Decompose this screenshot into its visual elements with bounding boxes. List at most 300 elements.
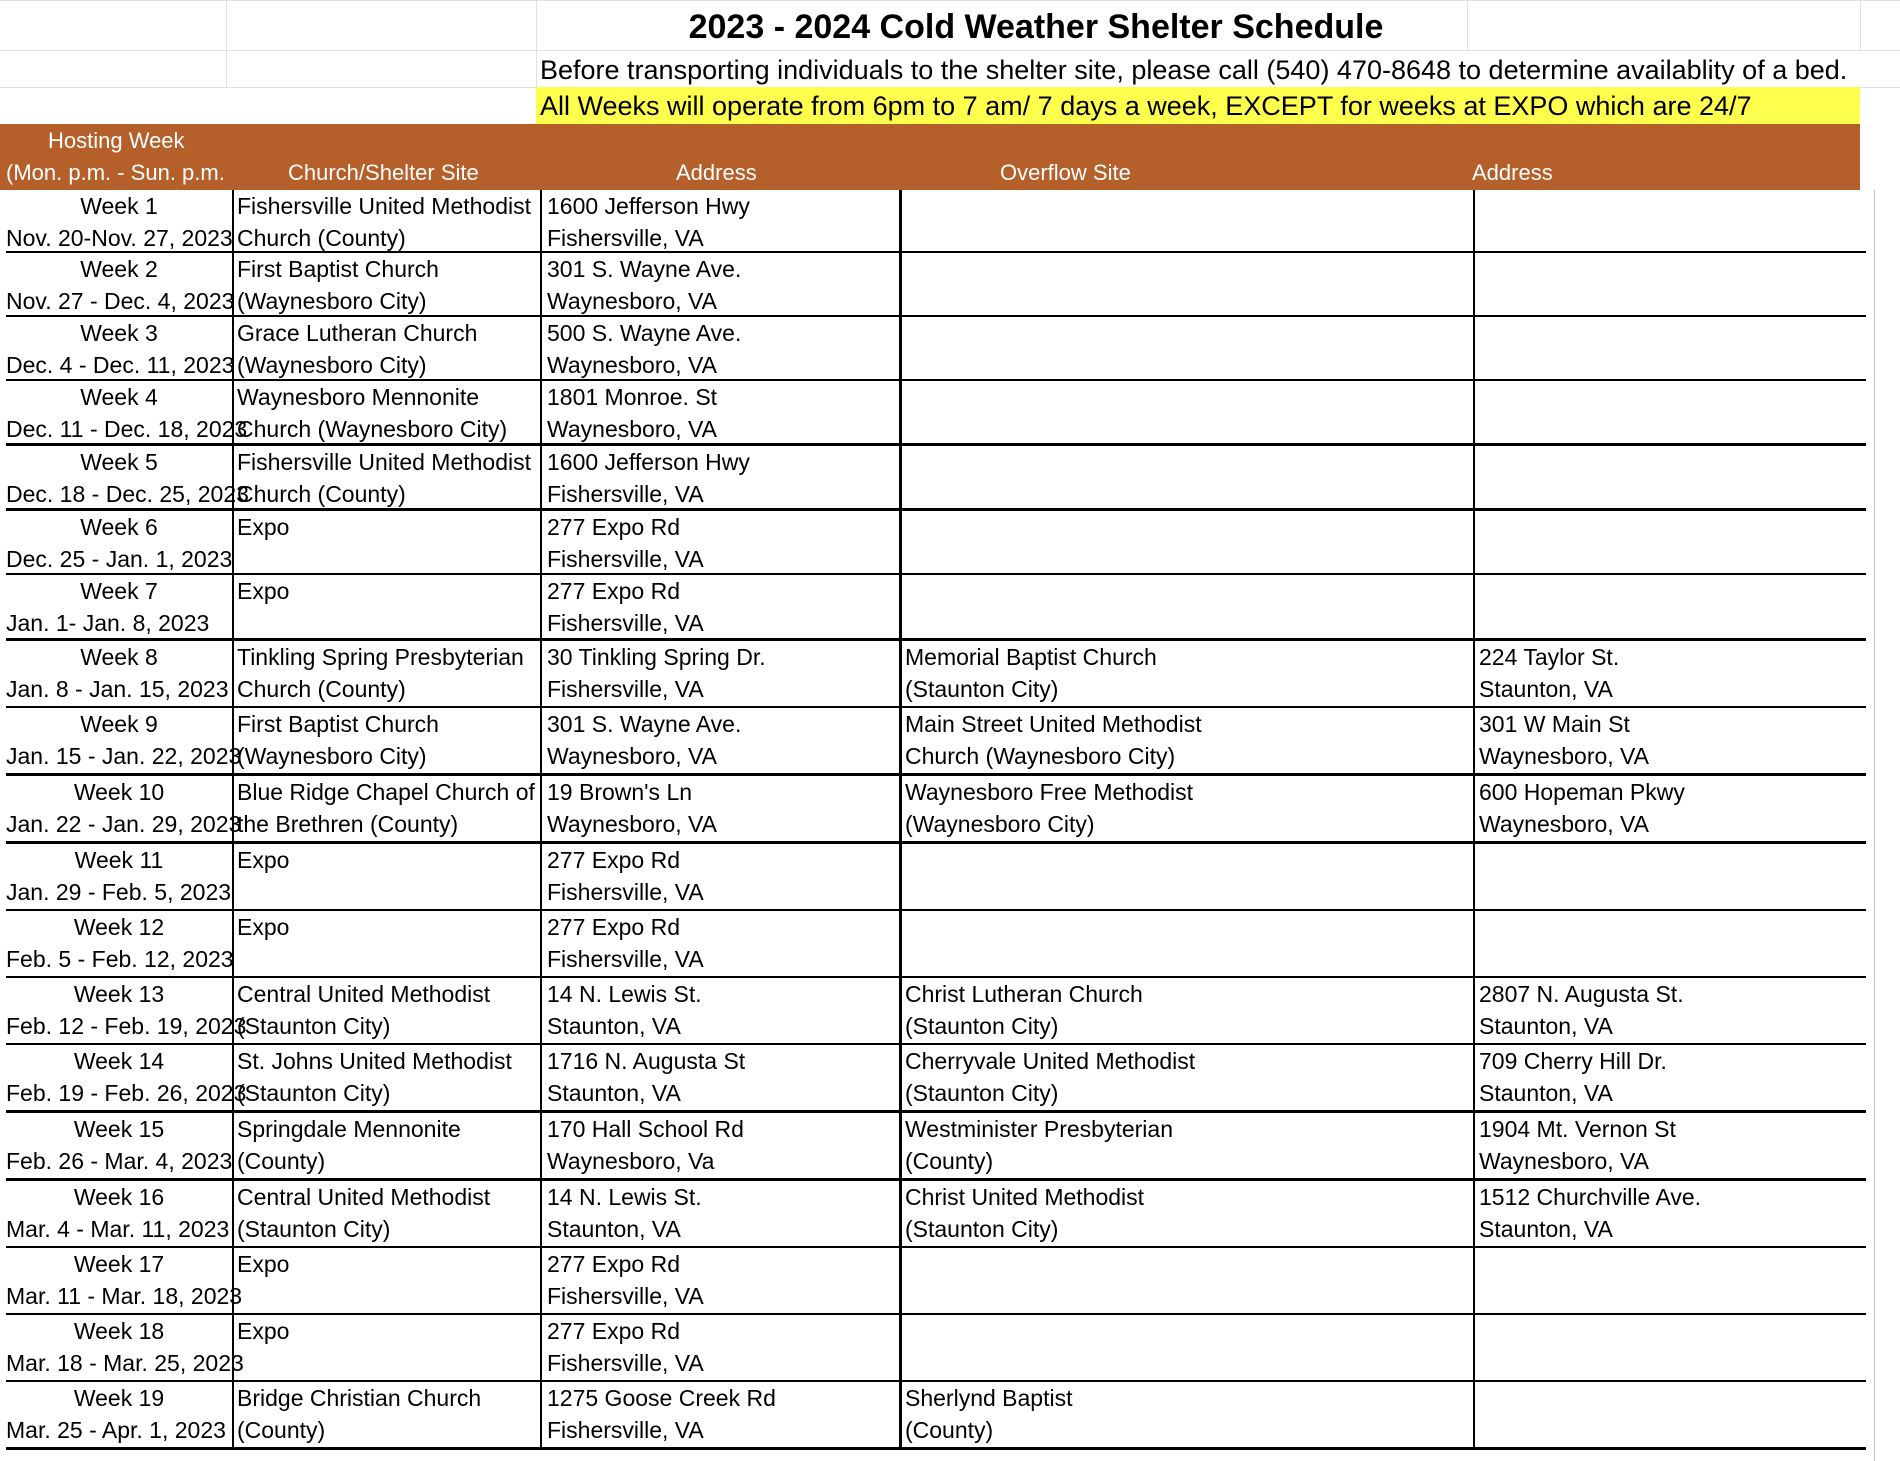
table-row [6, 911, 1866, 978]
overflow-address-cell-line2: Staunton, VA [1479, 676, 1613, 702]
overflow-site-cell-line1: Sherlynd Baptist [905, 1385, 1073, 1411]
overflow-address-cell-line2: Staunton, VA [1479, 1080, 1613, 1106]
table-row [6, 1315, 1866, 1382]
week-cell [6, 978, 247, 1043]
overflow-site-cell-line1 [905, 1315, 1473, 1347]
site-cell-line2: (Waynesboro City) [237, 352, 427, 378]
site-cell-line1: Grace Lutheran Church [237, 320, 478, 346]
table-row [6, 978, 1866, 1045]
overflow-site-cell-line2: (Staunton City) [905, 1216, 1059, 1242]
overflow-address-cell [1477, 446, 1866, 508]
week-cell-line2: Jan. 8 - Jan. 15, 2023 [6, 676, 229, 702]
table-row [6, 511, 1866, 575]
week-cell-line2: Jan. 29 - Feb. 5, 2023 [6, 879, 232, 905]
overflow-address-cell-line2: Waynesboro, VA [1479, 743, 1650, 769]
overflow-address-cell-line2 [1479, 1280, 1866, 1312]
overflow-site-cell [905, 575, 1475, 638]
overflow-site-cell [905, 641, 1475, 706]
week-cell-line2: Mar. 25 - Apr. 1, 2023 [6, 1417, 226, 1443]
site-cell-line1: Central United Methodist [237, 1184, 491, 1210]
week-cell [6, 911, 234, 976]
week-cell [6, 1181, 234, 1246]
address-cell-line1: 500 S. Wayne Ave. [547, 320, 742, 346]
overflow-address-cell-line1 [1479, 575, 1866, 607]
overflow-site-cell [905, 446, 1475, 508]
overflow-address-cell-line2: Staunton, VA [1479, 1216, 1613, 1242]
site-cell [234, 1382, 542, 1447]
week-cell [6, 776, 242, 841]
site-cell [234, 190, 542, 251]
week-cell-line1: Week 18 [73, 1318, 165, 1344]
site-cell-line2 [237, 543, 540, 575]
address-cell-line1: 277 Expo Rd [547, 847, 680, 873]
table-row [6, 844, 1866, 911]
overflow-address-cell [1477, 1248, 1866, 1313]
table-row [6, 641, 1866, 708]
overflow-site-cell-line1 [905, 190, 1473, 222]
site-cell-line1: Expo [237, 914, 290, 940]
site-cell-line2: (Waynesboro City) [237, 743, 427, 769]
overflow-site-cell-line1: Westminister Presbyterian [905, 1116, 1173, 1142]
address-cell-line2: Waynesboro, Va [547, 1148, 715, 1174]
week-cell-line2: Nov. 27 - Dec. 4, 2023 [6, 288, 235, 314]
week-cell-line1: Week 15 [73, 1116, 165, 1142]
address-cell [544, 844, 902, 909]
overflow-address-cell-line1: 224 Taylor St. [1479, 644, 1620, 670]
week-cell-line1: Week 5 [80, 449, 158, 475]
overflow-address-cell-line2 [1479, 285, 1866, 317]
overflow-address-cell-line1: 301 W Main St [1479, 711, 1630, 737]
address-cell-line1: 1600 Jefferson Hwy [547, 193, 750, 219]
week-cell [6, 708, 242, 773]
address-cell [544, 253, 902, 315]
page-title: 2023 - 2024 Cold Weather Shelter Schedule [688, 8, 1384, 46]
site-cell-line2 [237, 1280, 540, 1312]
site-cell [234, 381, 542, 443]
address-cell-line2: Fishersville, VA [547, 546, 704, 572]
address-cell-line2: Fishersville, VA [547, 1350, 704, 1376]
site-cell [234, 511, 542, 573]
overflow-site-cell-line2 [905, 876, 1473, 908]
overflow-address-cell-line1 [1479, 1248, 1866, 1280]
address-cell-line2: Waynesboro, VA [547, 811, 718, 837]
week-cell-line1: Week 12 [73, 914, 165, 940]
overflow-address-cell [1477, 1315, 1866, 1380]
address-cell-line1: 277 Expo Rd [547, 578, 680, 604]
address-cell-line2: Staunton, VA [547, 1013, 681, 1039]
address-cell-line2: Waynesboro, VA [547, 352, 718, 378]
overflow-site-cell-line2 [905, 222, 1473, 254]
address-cell-line1: 19 Brown's Ln [547, 779, 693, 805]
overflow-address-cell-line2: Waynesboro, VA [1479, 811, 1650, 837]
address-cell [544, 776, 902, 841]
header-week-line2: (Mon. p.m. - Sun. p.m. [6, 160, 225, 185]
overflow-address-cell-line1: 1512 Churchville Ave. [1479, 1184, 1702, 1210]
table-row [6, 1113, 1866, 1181]
week-cell-line1: Week 6 [80, 514, 158, 540]
week-cell [6, 381, 248, 443]
site-cell-line1: Fishersville United Methodist [237, 193, 532, 219]
overflow-site-cell-line1 [905, 1248, 1473, 1280]
site-cell-line1: Expo [237, 514, 290, 540]
address-cell-line2: Fishersville, VA [547, 1283, 704, 1309]
week-cell [6, 446, 249, 508]
overflow-site-cell-line2 [905, 478, 1473, 510]
site-cell [234, 1113, 542, 1178]
address-cell-line2: Staunton, VA [547, 1080, 681, 1106]
site-cell [234, 446, 542, 508]
address-cell [544, 978, 902, 1043]
address-cell [544, 1113, 902, 1178]
address-cell-line1: 30 Tinkling Spring Dr. [547, 644, 766, 670]
overflow-site-cell-line2 [905, 285, 1473, 317]
header-overflow: Overflow Site [1000, 160, 1131, 185]
overflow-site-cell-line1 [905, 511, 1473, 543]
overflow-site-cell [905, 1315, 1475, 1380]
address-cell-line1: 1275 Goose Creek Rd [547, 1385, 776, 1411]
overflow-site-cell-line2 [905, 607, 1473, 639]
gridline [0, 50, 1900, 51]
site-cell-line1: Expo [237, 578, 290, 604]
site-cell [234, 708, 542, 773]
address-cell-line1: 301 S. Wayne Ave. [547, 256, 742, 282]
schedule-table [6, 190, 1866, 1450]
overflow-address-cell [1477, 1113, 1866, 1178]
overflow-address-cell [1477, 381, 1866, 443]
site-cell [234, 575, 542, 638]
overflow-address-cell-line1 [1479, 381, 1866, 413]
week-cell-line2: Nov. 20-Nov. 27, 2023 [6, 225, 233, 251]
overflow-site-cell [905, 1181, 1475, 1246]
table-row [6, 1382, 1866, 1450]
overflow-site-cell [905, 190, 1475, 251]
week-cell-line2: Dec. 11 - Dec. 18, 2023 [6, 416, 248, 442]
overflow-address-cell [1477, 844, 1866, 909]
site-cell-line1: First Baptist Church [237, 256, 439, 282]
overflow-address-cell [1477, 641, 1866, 706]
address-cell-line1: 277 Expo Rd [547, 514, 680, 540]
header-site: Church/Shelter Site [288, 160, 479, 185]
site-cell [234, 641, 542, 706]
address-cell [544, 1045, 902, 1110]
site-cell-line1: Tinkling Spring Presbyterian [237, 644, 524, 670]
gridline [0, 0, 1900, 1]
overflow-site-cell [905, 253, 1475, 315]
table-row [6, 317, 1866, 381]
overflow-address-cell-line1 [1479, 190, 1866, 222]
overflow-site-cell-line2: (Staunton City) [905, 1013, 1059, 1039]
overflow-site-cell [905, 844, 1475, 909]
overflow-address-cell-line2 [1479, 349, 1866, 381]
address-cell-line1: 1801 Monroe. St [547, 384, 718, 410]
table-row [6, 1248, 1866, 1315]
site-cell-line2 [237, 876, 540, 908]
overflow-address-cell [1477, 190, 1866, 251]
overflow-address-cell [1477, 1181, 1866, 1246]
table-row [6, 575, 1866, 641]
site-cell-line2: the Brethren (County) [237, 811, 459, 837]
overflow-site-cell [905, 978, 1475, 1043]
overflow-site-cell-line1: Memorial Baptist Church [905, 644, 1157, 670]
week-cell-line2: Dec. 18 - Dec. 25, 2023 [6, 481, 249, 507]
week-cell-line1: Week 14 [73, 1048, 165, 1074]
address-cell-line1: 14 N. Lewis St. [547, 981, 702, 1007]
overflow-address-cell-line2 [1479, 943, 1866, 975]
address-cell-line2: Fishersville, VA [547, 481, 704, 507]
address-cell [544, 911, 902, 976]
address-cell [544, 1315, 902, 1380]
overflow-site-cell [905, 1045, 1475, 1110]
overflow-address-cell-line1 [1479, 1315, 1866, 1347]
table-row [6, 253, 1866, 317]
overflow-site-cell-line1: Christ Lutheran Church [905, 981, 1143, 1007]
overflow-site-cell [905, 708, 1475, 773]
address-cell-line2: Waynesboro, VA [547, 288, 718, 314]
address-cell-line1: 170 Hall School Rd [547, 1116, 744, 1142]
overflow-address-cell [1477, 575, 1866, 638]
overflow-address-cell-line2 [1479, 1347, 1866, 1379]
week-cell [6, 511, 234, 573]
address-cell-line2: Staunton, VA [547, 1216, 681, 1242]
site-cell-line1: First Baptist Church [237, 711, 439, 737]
overflow-address-cell [1477, 708, 1866, 773]
address-cell-line1: 277 Expo Rd [547, 1318, 680, 1344]
week-cell [6, 641, 234, 706]
week-cell-line2: Feb. 5 - Feb. 12, 2023 [6, 946, 234, 972]
week-cell [6, 190, 234, 251]
overflow-address-cell [1477, 253, 1866, 315]
site-cell-line2: (County) [237, 1148, 326, 1174]
address-cell [544, 317, 902, 379]
overflow-address-cell-line1 [1479, 911, 1866, 943]
site-cell-line2: (Waynesboro City) [237, 288, 427, 314]
site-cell [234, 1248, 542, 1313]
overflow-site-cell-line1 [905, 446, 1473, 478]
overflow-site-cell [905, 381, 1475, 443]
overflow-site-cell-line1: Main Street United Methodist [905, 711, 1202, 737]
week-cell [6, 575, 234, 638]
overflow-site-cell [905, 1248, 1475, 1313]
header-overflow-address: Address [1472, 160, 1553, 185]
site-cell-line2 [237, 607, 540, 639]
overflow-address-cell-line1: 709 Cherry Hill Dr. [1479, 1048, 1667, 1074]
address-cell [544, 190, 902, 251]
site-cell [234, 844, 542, 909]
overflow-address-cell [1477, 776, 1866, 841]
overflow-site-cell-line2: (Staunton City) [905, 676, 1059, 702]
site-cell-line1: Fishersville United Methodist [237, 449, 532, 475]
week-cell-line1: Week 19 [73, 1385, 165, 1411]
table-row [6, 776, 1866, 844]
address-cell [544, 641, 902, 706]
overflow-site-cell-line2 [905, 1280, 1473, 1312]
overflow-address-cell [1477, 1382, 1866, 1447]
address-cell [544, 708, 902, 773]
address-cell-line2: Fishersville, VA [547, 879, 704, 905]
week-cell [6, 1315, 244, 1380]
site-cell-line1: Central United Methodist [237, 981, 491, 1007]
address-cell-line2: Fishersville, VA [547, 225, 704, 251]
gridline [1874, 190, 1875, 1461]
overflow-address-cell [1477, 317, 1866, 379]
overflow-address-cell-line2: Waynesboro, VA [1479, 1148, 1650, 1174]
site-cell-line1: St. Johns United Methodist [237, 1048, 512, 1074]
address-cell-line2: Fishersville, VA [547, 1417, 704, 1443]
address-cell-line2: Fishersville, VA [547, 610, 704, 636]
week-cell-line2: Jan. 1- Jan. 8, 2023 [6, 610, 210, 636]
week-cell-line1: Week 3 [80, 320, 158, 346]
address-cell-line2: Waynesboro, VA [547, 743, 718, 769]
overflow-address-cell-line1 [1479, 253, 1866, 285]
overflow-site-cell-line1 [905, 253, 1473, 285]
site-cell [234, 911, 542, 976]
address-cell-line1: 14 N. Lewis St. [547, 1184, 702, 1210]
address-cell-line1: 1716 N. Augusta St [547, 1048, 746, 1074]
overflow-site-cell-line2 [905, 1347, 1473, 1379]
overflow-site-cell-line2 [905, 413, 1473, 445]
week-cell-line2: Mar. 18 - Mar. 25, 2023 [6, 1350, 244, 1376]
overflow-address-cell-line2 [1479, 543, 1866, 575]
overflow-address-cell [1477, 978, 1866, 1043]
overflow-address-cell-line2 [1479, 1414, 1866, 1446]
site-cell-line2: Church (Waynesboro City) [237, 416, 508, 442]
address-cell [544, 1181, 902, 1246]
overflow-site-cell-line1 [905, 317, 1473, 349]
address-cell [544, 381, 902, 443]
address-cell-line1: 277 Expo Rd [547, 914, 680, 940]
site-cell-line1: Expo [237, 1251, 290, 1277]
week-cell-line2: Jan. 15 - Jan. 22, 2023 [6, 743, 242, 769]
week-cell [6, 1113, 234, 1178]
overflow-address-cell-line1 [1479, 446, 1866, 478]
address-cell [544, 511, 902, 573]
overflow-address-cell-line2 [1479, 607, 1866, 639]
overflow-site-cell-line1 [905, 381, 1473, 413]
overflow-address-cell-line2 [1479, 222, 1866, 254]
week-cell-line2: Feb. 19 - Feb. 26, 2023 [6, 1080, 247, 1106]
overflow-site-cell-line1 [905, 911, 1473, 943]
overflow-site-cell [905, 776, 1475, 841]
overflow-address-cell-line2 [1479, 413, 1866, 445]
overflow-address-cell-line1 [1479, 511, 1866, 543]
call-notice: Before transporting individuals to the shelter site, please call (540) 470-8648 to determine availablity of a bed. [540, 55, 1848, 85]
address-cell-line2: Waynesboro, VA [547, 416, 718, 442]
overflow-site-cell-line2 [905, 349, 1473, 381]
week-cell [6, 1045, 247, 1110]
site-cell-line1: Waynesboro Mennonite [237, 384, 480, 410]
site-cell [234, 317, 542, 379]
site-cell [234, 776, 542, 841]
week-cell [6, 253, 234, 315]
week-cell-line1: Week 7 [80, 578, 158, 604]
overflow-address-cell-line1: 2807 N. Augusta St. [1479, 981, 1684, 1007]
overflow-site-cell [905, 511, 1475, 573]
overflow-site-cell-line1: Cherryvale United Methodist [905, 1048, 1196, 1074]
site-cell-line2: (County) [237, 1417, 326, 1443]
header-week-line1: Hosting Week [48, 128, 185, 153]
week-cell-line2: Mar. 4 - Mar. 11, 2023 [6, 1216, 230, 1242]
site-cell [234, 1315, 542, 1380]
site-cell-line2: (Staunton City) [237, 1216, 391, 1242]
site-cell-line2 [237, 943, 540, 975]
overflow-address-cell-line2: Staunton, VA [1479, 1013, 1613, 1039]
overflow-address-cell-line2 [1479, 876, 1866, 908]
overflow-site-cell-line1 [905, 575, 1473, 607]
table-header [0, 124, 1860, 190]
site-cell-line2: (Staunton City) [237, 1080, 391, 1106]
overflow-site-cell-line1 [905, 844, 1473, 876]
header-address: Address [676, 160, 757, 185]
week-cell-line1: Week 11 [74, 847, 164, 873]
week-cell-line1: Week 10 [73, 779, 165, 805]
week-cell-line1: Week 16 [73, 1184, 165, 1210]
week-cell-line1: Week 13 [73, 981, 165, 1007]
table-row [6, 190, 1866, 253]
table-row [6, 381, 1866, 446]
overflow-address-cell-line1 [1479, 1382, 1866, 1414]
site-cell-line1: Blue Ridge Chapel Church of [237, 779, 535, 805]
week-cell-line2: Feb. 26 - Mar. 4, 2023 [6, 1148, 233, 1174]
week-cell-line2: Dec. 4 - Dec. 11, 2023 [6, 352, 235, 378]
site-cell-line2 [237, 1347, 540, 1379]
site-cell-line2: Church (County) [237, 676, 406, 702]
site-cell-line2: Church (County) [237, 225, 406, 251]
overflow-site-cell [905, 317, 1475, 379]
address-cell [544, 1382, 902, 1447]
week-cell [6, 844, 234, 909]
table-row [6, 1181, 1866, 1248]
site-cell-line2: (Staunton City) [237, 1013, 391, 1039]
hours-banner-text: All Weeks will operate from 6pm to 7 am/ 7 days a week, EXCEPT for weeks at EXPO which are 24/7 [540, 91, 1752, 121]
site-cell-line1: Bridge Christian Church [237, 1385, 482, 1411]
address-cell-line1: 277 Expo Rd [547, 1251, 680, 1277]
table-row [6, 1045, 1866, 1113]
week-cell [6, 1248, 243, 1313]
overflow-site-cell-line2: (Staunton City) [905, 1080, 1059, 1106]
overflow-address-cell-line2 [1479, 478, 1866, 510]
site-cell-line2: Church (County) [237, 481, 406, 507]
week-cell-line2: Jan. 22 - Jan. 29, 2023 [6, 811, 242, 837]
week-cell-line1: Week 8 [80, 644, 158, 670]
week-cell-line1: Week 4 [80, 384, 158, 410]
overflow-site-cell-line1: Waynesboro Free Methodist [905, 779, 1194, 805]
overflow-site-cell [905, 1382, 1475, 1447]
address-cell-line2: Fishersville, VA [547, 946, 704, 972]
address-cell [544, 575, 902, 638]
gridline [1860, 0, 1861, 50]
site-cell-line1: Expo [237, 1318, 290, 1344]
overflow-address-cell-line1: 600 Hopeman Pkwy [1479, 779, 1685, 805]
address-cell-line2: Fishersville, VA [547, 676, 704, 702]
table-row [6, 446, 1866, 511]
week-cell-line1: Week 1 [80, 193, 158, 219]
address-cell [544, 446, 902, 508]
site-cell [234, 1045, 542, 1110]
gridline [226, 0, 227, 87]
overflow-site-cell-line2 [905, 543, 1473, 575]
week-cell-line1: Week 17 [73, 1251, 165, 1277]
week-cell-line2: Feb. 12 - Feb. 19, 2023 [6, 1013, 247, 1039]
overflow-address-cell [1477, 511, 1866, 573]
week-cell-line1: Week 9 [80, 711, 158, 737]
week-cell [6, 317, 234, 379]
overflow-site-cell-line2 [905, 943, 1473, 975]
address-cell-line1: 301 S. Wayne Ave. [547, 711, 742, 737]
week-cell [6, 1382, 234, 1447]
site-cell [234, 1181, 542, 1246]
overflow-site-cell-line2: (Waynesboro City) [905, 811, 1095, 837]
table-row [6, 708, 1866, 776]
